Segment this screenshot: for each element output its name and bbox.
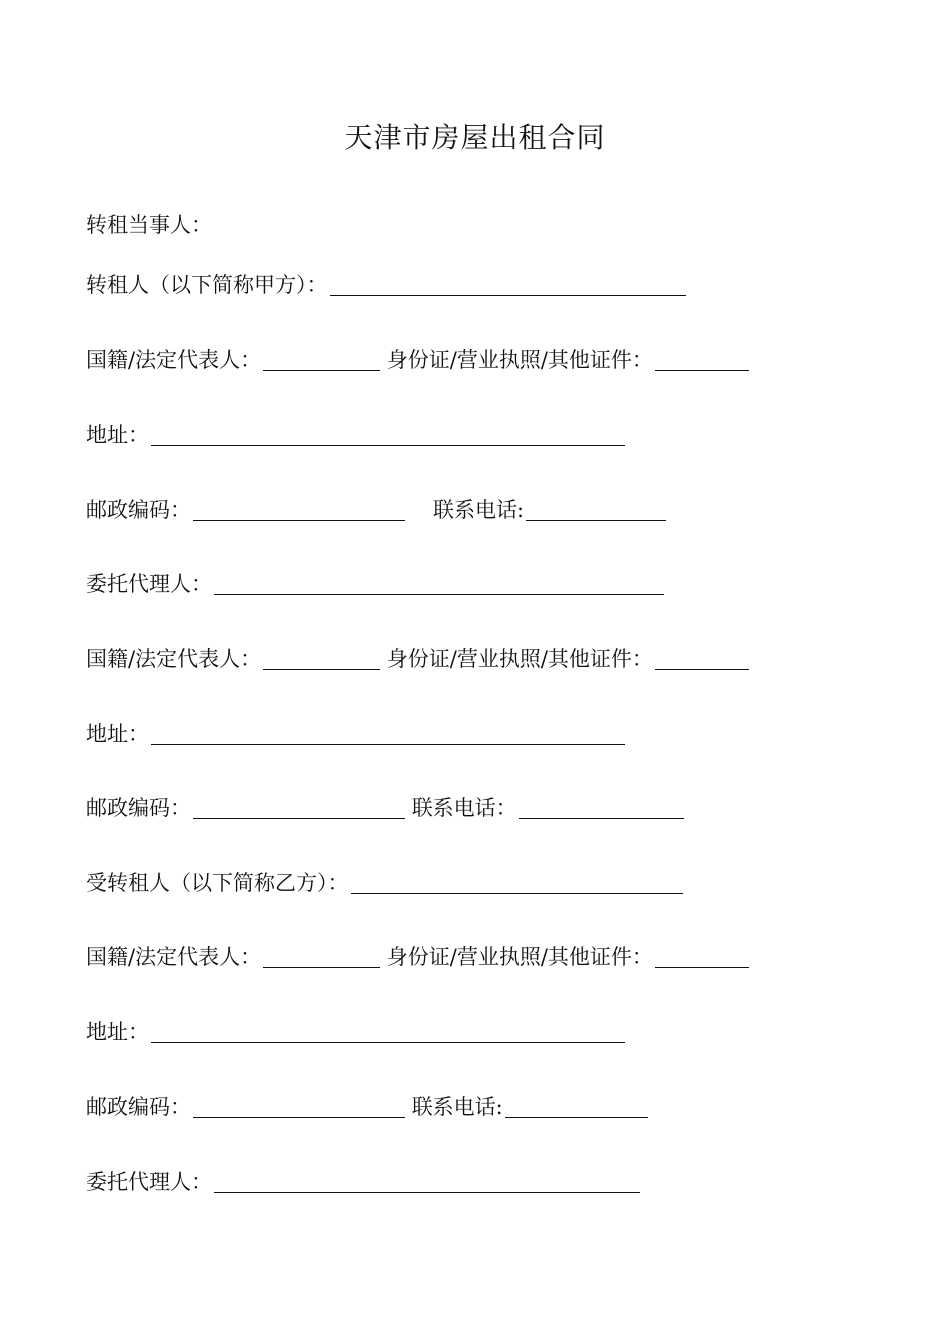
lessee-nationality-line (86, 941, 749, 973)
id-label: 身份证/营业执照/其他证件： (386, 348, 653, 372)
lessor-phone-field[interactable] (526, 494, 666, 521)
lessee-phone-field[interactable] (505, 1091, 648, 1118)
lessor-agent-nationality-line (86, 643, 749, 675)
lessor-agent-address-line (86, 718, 625, 750)
nationality-label: 国籍/法定代表人： (86, 647, 262, 671)
lessee-id-field[interactable] (655, 941, 749, 968)
agent-label: 委托代理人： (86, 572, 212, 596)
lessee-address-line (86, 1016, 625, 1048)
lessor-agent-contact-line (86, 792, 684, 824)
parties-heading: 转租当事人： (86, 213, 212, 237)
lessor-agent-postcode-field[interactable] (193, 792, 405, 819)
lessee-address-field[interactable] (151, 1016, 625, 1043)
phone-label: 联系电话: (433, 498, 525, 522)
lessor-label: 转租人（以下简称甲方）： (86, 273, 328, 297)
lessee-agent-line (86, 1166, 640, 1198)
address-label: 地址： (86, 722, 149, 746)
agent-label: 委托代理人： (86, 1170, 212, 1194)
phone-label: 联系电话： (411, 796, 517, 820)
nationality-label: 国籍/法定代表人： (86, 945, 262, 969)
lessor-agent-line (86, 568, 664, 600)
address-label: 地址： (86, 423, 149, 447)
lessor-id-field[interactable] (655, 344, 749, 371)
lessor-agent-nationality-field[interactable] (263, 643, 380, 670)
lessee-name-field[interactable] (351, 867, 683, 894)
lessee-postcode-field[interactable] (193, 1091, 405, 1118)
document-title: 天津市房屋出租合同 (344, 121, 606, 154)
parties-heading-line (86, 209, 212, 241)
lessor-address-line (86, 419, 625, 451)
postcode-label: 邮政编码： (86, 796, 191, 820)
id-label: 身份证/营业执照/其他证件： (386, 945, 653, 969)
lessor-postcode-field[interactable] (193, 494, 405, 521)
address-label: 地址： (86, 1020, 149, 1044)
lessor-agent-address-field[interactable] (151, 718, 625, 745)
lessor-agent-phone-field[interactable] (519, 792, 684, 819)
lessor-nationality-line (86, 344, 749, 376)
lessee-contact-line (86, 1091, 648, 1123)
lessor-line (86, 269, 686, 301)
lessor-agent-id-field[interactable] (655, 643, 749, 670)
id-label: 身份证/营业执照/其他证件： (386, 647, 653, 671)
lessor-address-field[interactable] (151, 419, 625, 446)
lessor-name-field[interactable] (330, 269, 686, 296)
lessee-line (86, 867, 683, 899)
lessor-contact-line (86, 494, 666, 526)
postcode-label: 邮政编码： (86, 1095, 191, 1119)
lessee-nationality-field[interactable] (263, 941, 380, 968)
nationality-label: 国籍/法定代表人： (86, 348, 262, 372)
postcode-label: 邮政编码： (86, 498, 191, 522)
lessee-label: 受转租人（以下简称乙方）： (86, 871, 349, 895)
phone-label: 联系电话: (411, 1095, 503, 1119)
lessor-nationality-field[interactable] (263, 344, 380, 371)
lessee-agent-field[interactable] (214, 1166, 640, 1193)
lessor-agent-field[interactable] (214, 568, 664, 595)
